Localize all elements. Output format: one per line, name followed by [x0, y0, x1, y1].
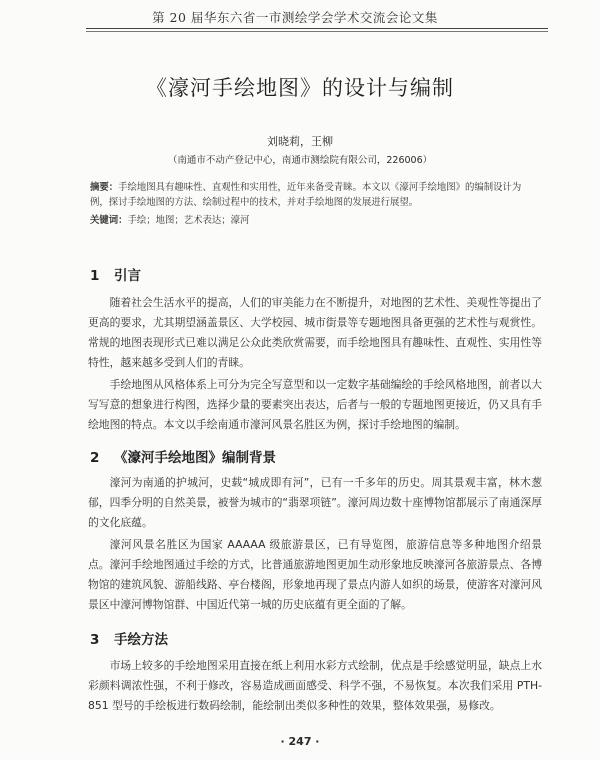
abstract-text: 手绘地图具有趣味性、直观性和实用性，近年来备受青睐。本文以《濠河手绘地图》的编制设计为例，探讨手绘地图的方法、绘制过程中的技术，并对手绘地图的发展进行展望。 — [90, 182, 522, 208]
section-title: 手绘方法 — [114, 632, 168, 648]
section-1-paragraph-2: 手绘地图从风格体系上可分为完全写意型和以一定数字基础编绘的手绘风格地图，前者以大写写意的想象进行构图，选择少量的要素突出表达，后者与一般的专题地图更接近，仍又具有手绘地图的特点。本文以手绘南通市濠河风景名胜区为例，探讨手绘地图的编制。 — [88, 378, 542, 431]
section-heading-2 — [90, 446, 276, 466]
abstract — [90, 180, 540, 210]
paper-title: 《濠河手绘地图》的设计与编制 — [146, 76, 454, 100]
section-1-paragraph-1: 随着社会生活水平的提高，人们的审美能力在不断提升，对地图的艺术性、美观性等提出了更高的要求，尤其期望涵盖景区、大学校园、城市街景等专题地图具备更强的艺术性与观赏性。常规的地图表现形式已难以满足公众此类欣赏需要，而手绘地图具有趣味性、直观性、实用性等特性，越来越多受到人们的青睐。 — [88, 296, 542, 369]
section-title: 引言 — [114, 268, 141, 284]
paper-authors: 刘晓莉，王柳 — [267, 135, 333, 148]
section-heading-3 — [90, 628, 168, 648]
running-header: 第 20 届华东六省一市测绘学会学术交流会论文集 — [152, 10, 438, 25]
keywords-text: 手绘；地图；艺术表达；濠河 — [127, 215, 250, 226]
section-number: 1 — [90, 268, 100, 284]
section-number: 2 — [90, 450, 100, 466]
keywords-label: 关键词： — [90, 215, 128, 226]
section-heading-1 — [90, 264, 141, 284]
keywords — [90, 213, 540, 228]
section-number: 3 — [90, 632, 100, 648]
section-2-paragraph-2: 濠河风景名胜区为国家 AAAAA 级旅游景区，已有导览图，旅游信息等多种地图介绍景点。濠河手绘地图通过手绘的方式，比普通旅游地图更加生动形象地反映濠河各旅游景点、各博物馆的建筑风貌、游船线路、亭台楼阁，形象地再现了景点内游人如织的场景，使游客对濠河风景区中濠河博物馆群、中国近代第一城的历史底蕴有更全面的了解。 — [88, 538, 542, 611]
section-3-paragraph-1: 市场上较多的手绘地图采用直接在纸上利用水彩方式绘制，优点是手绘感觉明显，缺点上水彩颜料调浓性强，不利于修改，容易造成画面感受、科学不强，不易恢复。本次我们采用 PTH-851 型号的手绘板进行数码绘制，能绘制出类似多种性的效果，整体效果强，易修改。 — [88, 659, 542, 712]
author-affiliation: （南通市不动产登记中心，南通市测绘院有限公司，226006） — [167, 155, 433, 166]
page-number: · 247 · — [280, 735, 320, 748]
abstract-label: 摘要： — [90, 182, 119, 193]
section-title: 《濠河手绘地图》编制背景 — [114, 450, 276, 466]
header-rule — [86, 28, 548, 29]
header-rule-thin — [86, 31, 548, 32]
section-2-paragraph-1: 濠河为南通的护城河，史载“城成即有河”，已有一千多年的历史。周其景观丰富，林木葱郁，四季分明的自然美景，被誉为城市的“翡翠项链”。濠河周边数十座博物馆都展示了南通深厚的文化底蕴。 — [88, 476, 542, 529]
